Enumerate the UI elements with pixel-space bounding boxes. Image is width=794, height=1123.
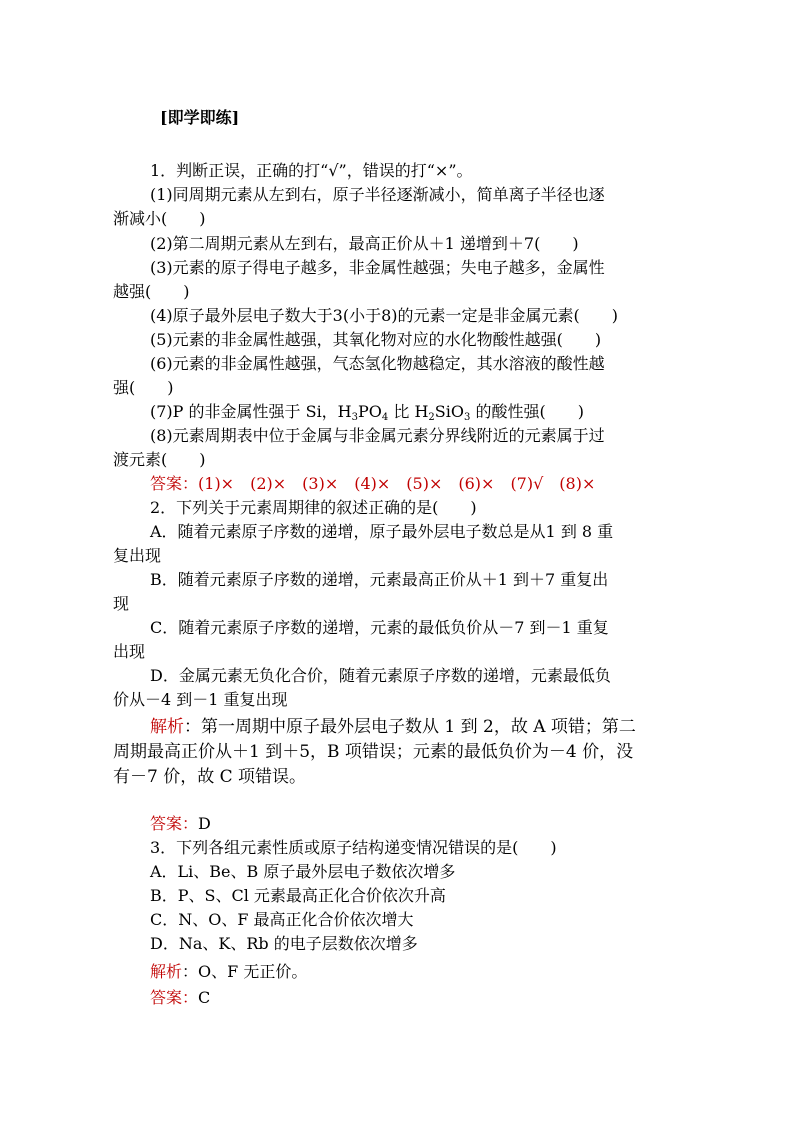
q1-item-3-cont: 越强( ) xyxy=(113,282,190,301)
section-title: [即学即练] xyxy=(160,108,240,127)
q1-item-1: (1)同周期元素从左到右，原子半径逐渐减小，简单离子半径也逐 xyxy=(150,185,605,204)
q2-analysis-cont-2: 有－7 价，故 C 项错误。 xyxy=(113,767,307,787)
analysis-label: 解析 xyxy=(150,962,183,981)
analysis-label: 解析 xyxy=(150,717,184,737)
q2-option-b: B．随着元素原子序数的递增，元素最高正价从＋1 到＋7 重复出 xyxy=(150,570,609,589)
answer-label: 答案： xyxy=(150,988,199,1007)
q1-item-8: (8)元素周期表中位于金属与非金属元素分界线附近的元素属于过 xyxy=(150,426,605,445)
q2-stem: 2．下列关于元素周期律的叙述正确的是( ) xyxy=(150,498,477,517)
q2-option-d-cont: 价从－4 到－1 重复出现 xyxy=(113,690,288,709)
q1-item-1-cont: 渐减小( ) xyxy=(113,209,206,228)
answer-text: C xyxy=(198,988,211,1007)
q3-answer xyxy=(113,988,720,1008)
q2-option-c: C．随着元素原子序数的递增，元素的最低负价从－7 到－1 重复 xyxy=(150,618,609,637)
q1-item-2: (2)第二周期元素从左到右，最高正价从＋1 递增到＋7( ) xyxy=(150,234,579,253)
q2-option-d: D．金属元素无负化合价，随着元素原子序数的递增，元素最低负 xyxy=(150,666,611,685)
q1-item-4: (4)原子最外层电子数大于3(小于8)的元素一定是非金属元素( ) xyxy=(150,306,618,325)
q1-item-7: (7)P 的非金属性强于 Si，$H_3PO_4$ 比 $H_2SiO_3$ 的酸性强( ) xyxy=(150,402,584,423)
q3-option-a: A．Li、Be、B 原子最外层电子数依次增多 xyxy=(150,862,456,881)
answer-label: 答案： xyxy=(150,814,199,833)
answer-text: D xyxy=(198,814,211,833)
q1-item-6-cont: 强( ) xyxy=(113,378,174,397)
answer-label: 答案： xyxy=(150,474,199,493)
q1-item-3: (3)元素的原子得电子越多，非金属性越强；失电子越多，金属性 xyxy=(150,258,605,277)
q2-analysis-cont-1: 周期最高正价从＋1 到＋5，B 项错误；元素的最低负价为－4 价，没 xyxy=(113,742,634,762)
q2-option-b-cont: 现 xyxy=(113,594,130,613)
q1-answer xyxy=(113,474,720,494)
q3-option-d: D．Na、K、Rb 的电子层数依次增多 xyxy=(150,934,418,953)
q1-item-5: (5)元素的非金属性越强，其氧化物对应的水化物酸性越强( ) xyxy=(150,330,602,349)
q1-item-6: (6)元素的非金属性越强，气态氢化物越稳定，其水溶液的酸性越 xyxy=(150,354,605,373)
q2-option-c-cont: 出现 xyxy=(113,642,146,661)
q3-stem: 3．下列各组元素性质或原子结构递变情况错误的是( ) xyxy=(150,838,557,857)
q3-option-b: B．P、S、Cl 元素最高正化合价依次升高 xyxy=(150,886,446,905)
q3-analysis: 解析：O、F 无正价。 xyxy=(150,962,308,981)
q1-item-8-cont: 渡元素( ) xyxy=(113,450,206,469)
q3-option-c: C．N、O、F 最高正化合价依次增大 xyxy=(150,910,414,929)
answer-text: (1)× (2)× (3)× (4)× (5)× (6)× (7)√ (8)× xyxy=(198,474,596,493)
q2-answer xyxy=(113,814,720,834)
q2-option-a: A．随着元素原子序数的递增，原子最外层电子数总是从1 到 8 重 xyxy=(150,522,614,541)
q2-option-a-cont: 复出现 xyxy=(113,546,162,565)
q1-stem: 1．判断正误，正确的打“√”，错误的打“×”。 xyxy=(150,161,473,180)
q2-analysis: 解析：第一周期中原子最外层电子数从 1 到 2，故 A 项错；第二 xyxy=(150,717,636,737)
